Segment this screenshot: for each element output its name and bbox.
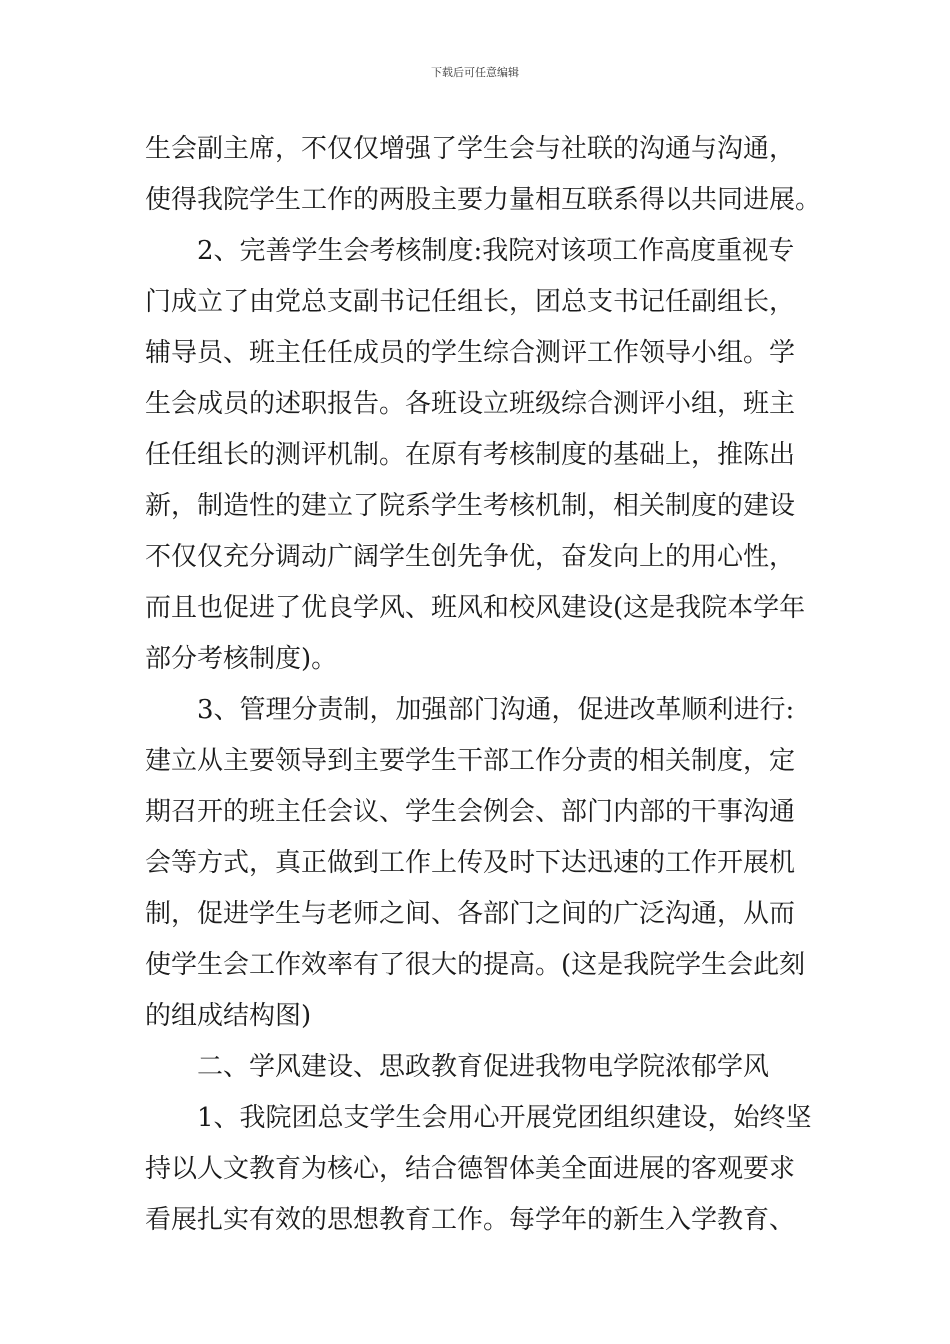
text-line: 门成立了由党总支副书记任组长，团总支书记任副组长，: [145, 287, 796, 317]
document-body: [145, 128, 822, 1250]
text-line: 使得我院学生工作的两股主要力量相互联系得以共同进展。: [145, 185, 822, 215]
text-line: 使学生会工作效率有了很大的提高。(这是我院学生会此刻: [145, 950, 806, 980]
section-heading: 二、学风建设、思政教育促进我物电学院浓郁学风: [197, 1052, 770, 1082]
text-line: 而且也促进了优良学风、班风和校风建设(这是我院本学年: [145, 593, 806, 623]
text-line: 部分考核制度)。: [145, 644, 338, 674]
text-line: 1、我院团总支学生会用心开展党团组织建设，始终坚: [197, 1103, 812, 1133]
page-header: 下载后可任意编辑: [431, 66, 519, 79]
text-line: 建立从主要领导到主要学生干部工作分责的相关制度，定: [145, 746, 796, 776]
text-line: 期召开的班主任会议、学生会例会、部门内部的干事沟通: [145, 797, 796, 827]
text-line: 不仅仅充分调动广阔学生创先争优，奋发向上的用心性，: [145, 542, 796, 572]
text-line: 会等方式，真正做到工作上传及时下达迅速的工作开展机: [145, 848, 796, 878]
text-line: 2、完善学生会考核制度:我院对该项工作高度重视专: [197, 236, 795, 266]
text-line: 辅导员、班主任任成员的学生综合测评工作领导小组。学: [145, 338, 796, 368]
text-line: 持以人文教育为核心，结合德智体美全面进展的客观要求: [145, 1154, 796, 1184]
text-line: 生会副主席，不仅仅增强了学生会与社联的沟通与沟通，: [145, 134, 796, 164]
text-line: 制，促进学生与老师之间、各部门之间的广泛沟通，从而: [145, 899, 796, 929]
text-line: 任任组长的测评机制。在原有考核制度的基础上，推陈出: [145, 440, 796, 470]
text-line: 看展扎实有效的思想教育工作。每学年的新生入学教育、: [145, 1205, 796, 1235]
text-line: 的组成结构图): [145, 1001, 312, 1031]
text-line: 生会成员的述职报告。各班设立班级综合测评小组，班主: [145, 389, 796, 419]
text-line: 3、管理分责制，加强部门沟通，促进改革顺利进行:: [197, 695, 795, 725]
text-line: 新，制造性的建立了院系学生考核机制，相关制度的建设: [145, 491, 796, 521]
